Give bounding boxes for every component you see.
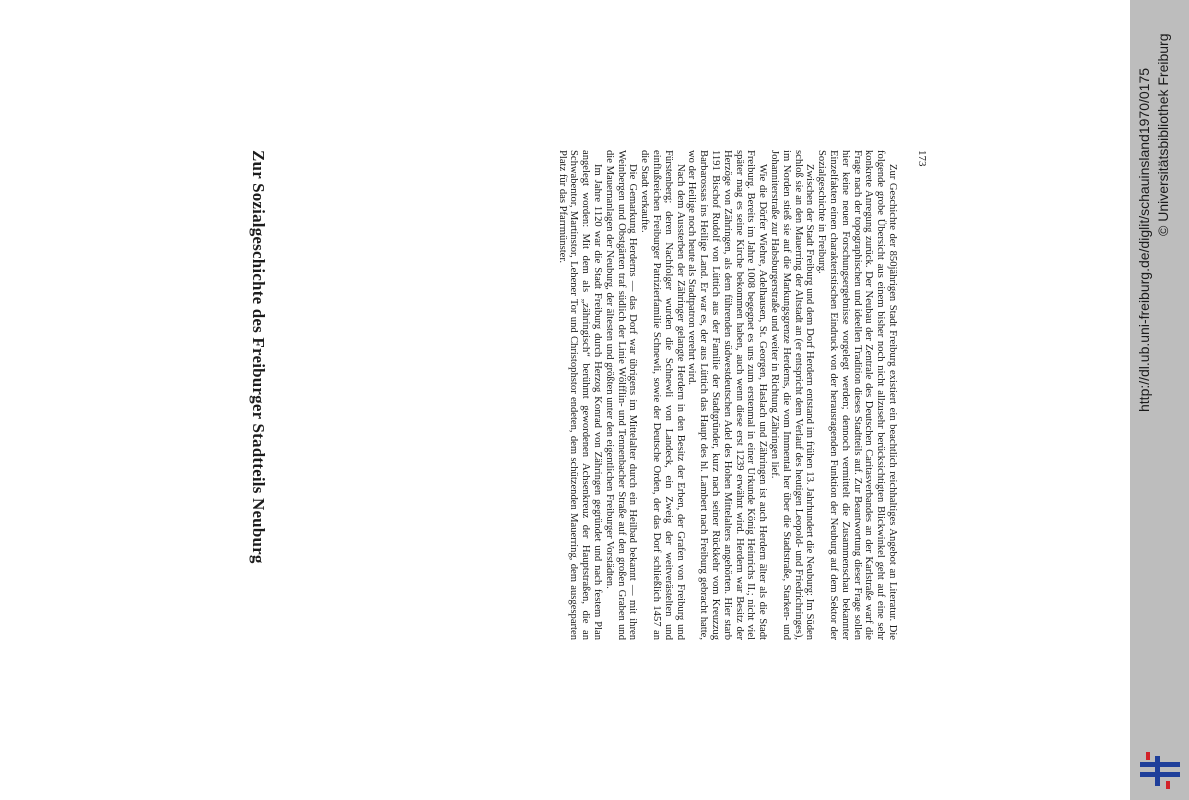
logo-red-mark <box>1166 781 1170 789</box>
logo-blue-stem <box>1155 756 1160 786</box>
library-logo-icon <box>1138 748 1182 792</box>
page-number: 173 <box>916 150 928 167</box>
paragraph: Zur Geschichte der 850jährigen Stadt Freiburg existiert ein beachtlich reichhaltiges Angebot an Literatur. Die folgende grobe Übersicht aus einem bisher noch nicht allzusehr berücksichtigten Blickwinkel geht auf eine sehr konkrete Anregung zurück. Der Neubau der Zentrale des Deutschen Caritasverbandes an der Karlstraße warf die Frage nach der topographischen und ideellen Tradition dieses Stadtteils auf. Zur Beantwortung dieser Frage sollen hier keine neuen Forschungsergebnisse vorgelegt werden; dennoch vermittelt die Zusammenschau bekannter Einzelfakten einen charakteristischen Eindruck von der herausragenden Funktion der Neuburg auf dem Sektor der Sozialgeschichte in Freiburg. <box>816 150 898 640</box>
source-url-link[interactable]: http://dl.ub.uni-freiburg.de/diglit/schauinsland1970/0175 <box>1136 67 1152 412</box>
copyright-notice: © Universitätsbibliothek Freiburg <box>1155 33 1171 236</box>
paragraph: Die Gemarkung Herderns — das Dorf war übrigens im Mittelalter durch ein Heilbad bekannt — mit ihren Weinbergen und Obstgärten traf südlich der Linie Wölfflin- und Tennenbacher Straße auf den großen Graben und die Mauernanlagen der Neuburg, der ältesten und größten unter den eigentlichen Freiburger Vorstädten. <box>603 150 639 640</box>
logo-red-mark <box>1146 752 1150 760</box>
paragraph: Im Jahre 1120 war die Stadt Freiburg durch Herzog Konrad von Zähringen gegründet und nach festem Plan angelegt worden: Mit dem als „zähringisch“ berühmt gewordenen Achsenkreuz der Hauptstraßen, die an Schwabentor, Martinstor, Lehener Tor und Christophstor endeten, dem schützenden Mauerring, dem ausgesparten Platz für das Pfarrmünster. <box>556 150 604 640</box>
paragraph: Zwischen der Stadt Freiburg und dem Dorf Herdern entstand im frühen 13. Jahrhundert die Neuburg: Im Süden schloß sie an den Mauerring der Altstadt an (er entspricht dem Verlauf des heutigen Leopold- und Friedrichringes), im Norden stieß sie auf die Markungsgrenze Herderns, die vom Immental her über die Stadtstraße, Starken- und Johanniterstraße zur Habsburgerstraße und weiter in Richtung Zähringen lief. <box>769 150 816 640</box>
article-title: Zur Sozialgeschichte des Freiburger Stadtteils Neuburg <box>249 150 268 564</box>
sidebar-strip <box>1130 0 1189 800</box>
article-body <box>298 150 898 640</box>
paragraph: Nach dem Aussterben der Zähringer gelangte Herdern in den Besitz der Erben, der Grafen von Freiburg und Fürstenberg; deren Nachfolger wurden die Schnewli von Landeck, ein Zweig der weitverästelten und einflußreichen Freiburger Patrizierfamilie Schnewli, sowie der Deutsche Orden, der das Dorf schließlich 1457 an die Stadt verkaufte. <box>639 150 686 640</box>
paragraph: Wie die Dörfer Wiehre, Adelhausen, St. Georgen, Haslach und Zähringen ist auch Herdern älter als die Stadt Freiburg. Bereits im Jahre 1008 begegnet es uns zum erstenmal in einer Urkunde König Heinrichs II.; nicht viel später mag es seine Kirche bekommen haben, auch wenn diese erst 1239 erwähnt wird. Herdern war Besitz der Herzöge von Zähringen, als dem führenden südwestdeutschen Adel des Hohen Mittelalters angehörten. Hier starb 1191 Bischof Rudolf von Lüttich aus der Familie der Stadtgründer, kurz nach seiner Rückkehr vom Kreuzzug Barbarossas ins Heilige Land. Er war es, der aus Lüttich das Haupt des hl. Lambert nach Freiburg gebracht hatte, wo der Heilige noch heute als Stadtpatron verehrt wird. <box>686 150 769 640</box>
rotated-page-content <box>238 150 958 650</box>
